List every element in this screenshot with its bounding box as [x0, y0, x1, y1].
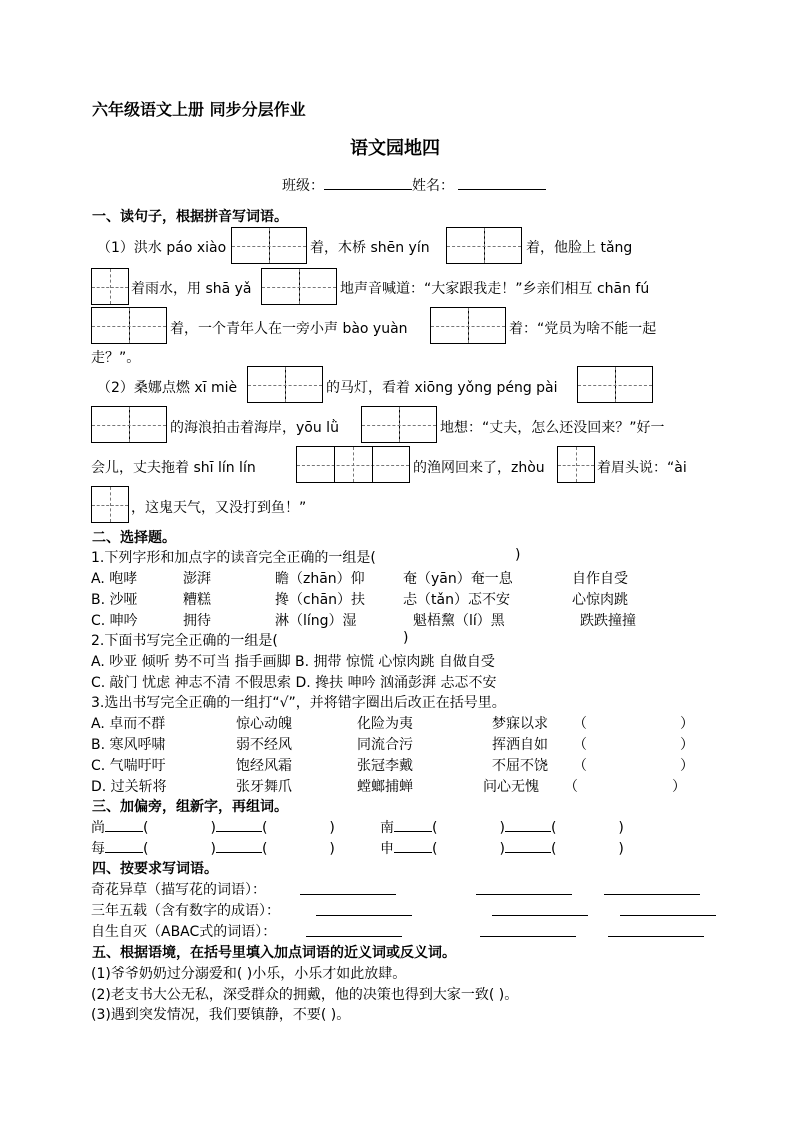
base-char: 每 [91, 841, 105, 857]
s1-text: 的马灯，看着 xiōng yǒng péng pài [326, 380, 558, 396]
section-2-heading: 二、选择题。 [92, 530, 176, 546]
s1-text: （2）桑娜点燃 xī miè [97, 380, 238, 396]
q3-option: 张牙舞爪 [236, 779, 292, 795]
char-blank[interactable] [394, 817, 432, 832]
s1-text: 地想：“丈夫，怎么还没回来？”好一 [440, 420, 665, 436]
q3-paren-open: （ [573, 716, 587, 732]
radical-row: 申 ( ) ( ) [380, 838, 624, 858]
s1-text: 会儿，丈夫拖着 shī lín lín [91, 460, 256, 476]
q1-option: 搀（chān）扶 [275, 592, 366, 608]
char-blank[interactable] [105, 817, 143, 832]
s1-text: 着，一个青年人在一旁小声 bào yuàn [170, 321, 408, 337]
char-blank[interactable] [216, 838, 262, 853]
word-blank[interactable] [300, 880, 396, 895]
tianzige-box[interactable] [446, 227, 522, 264]
char-blank[interactable] [105, 838, 143, 853]
word-blank[interactable] [608, 922, 704, 937]
q2-options: C. 敲门 忧虑 神志不清 不假思索 D. 搀扶 呻吟 汹涌彭湃 忐忑不安 [91, 675, 497, 691]
q3-paren-open: （ [564, 779, 578, 795]
s1-text: 着雨水，用 shā yǎ [131, 281, 252, 297]
context-sentence: (1)爷爷奶奶过分溺爱和( )小乐，小乐才如此放肆。 [91, 966, 407, 982]
question-2: 2.下面书写完全正确的一组是( [91, 633, 278, 649]
class-label: 班级： [282, 178, 324, 194]
tianzige-box[interactable] [261, 268, 337, 305]
char-blank[interactable] [505, 838, 551, 853]
word-blank[interactable] [476, 880, 572, 895]
s1-text: 着，木桥 shēn yín [310, 240, 430, 256]
q3-option: A. 卓而不群 [91, 716, 166, 732]
q3-option: B. 寒风呼啸 [91, 737, 166, 753]
q3-option: 弱不经风 [236, 737, 292, 753]
q1-option: A. 咆哮 [91, 571, 138, 587]
q3-option: 张冠李戴 [357, 758, 413, 774]
q1-option: 瞻（zhān）仰 [275, 571, 365, 587]
context-sentence: (3)遇到突发情况，我们要镇静，不要( )。 [91, 1007, 351, 1023]
q1-option: 淋（líng）湿 [275, 613, 357, 629]
q3-option: D. 过关斩将 [91, 779, 167, 795]
tianzige-box[interactable] [577, 366, 653, 403]
q3-option: 同流合污 [357, 737, 413, 753]
char-blank[interactable] [216, 817, 262, 832]
q3-option: 问心无愧 [483, 779, 539, 795]
tianzige-box[interactable] [91, 268, 129, 305]
context-sentence: (2)老支书大公无私，深受群众的拥戴，他的决策也得到大家一致( )。 [91, 987, 519, 1003]
word-blank[interactable] [604, 880, 700, 895]
q3-paren-open: （ [573, 737, 587, 753]
q2-close-paren: ) [403, 630, 409, 646]
word-prompt: 自生自灭（ABAC式的词语）： [91, 924, 277, 940]
tianzige-box[interactable] [91, 307, 167, 344]
s1-text: 地声音喊道：“大家跟我走！”乡亲们相互 chān fú [340, 281, 650, 297]
s1-text: 的海浪拍击着海岸，yōu lǜ [170, 420, 339, 436]
s1-text: 着：“党员为啥不能一起 [509, 321, 657, 337]
base-char: 南 [380, 820, 394, 836]
q3-option: C. 气喘吁吁 [91, 758, 166, 774]
word-blank[interactable] [480, 922, 576, 937]
q3-paren-close: ） [680, 716, 694, 732]
q3-option: 螳螂捕蝉 [357, 779, 413, 795]
word-prompt: 奇花异草（描写花的词语）： [91, 882, 266, 898]
s1-text: ，这鬼天气，又没打到鱼！” [131, 500, 307, 516]
char-blank[interactable] [394, 838, 432, 853]
q1-option: 心惊肉跳 [572, 592, 628, 608]
q3-option: 不屈不饶 [492, 758, 548, 774]
s1-text: 着眉头说：“ài [597, 460, 687, 476]
tianzige-box[interactable] [247, 366, 323, 403]
q3-paren-close: ） [680, 737, 694, 753]
s1-text: 走？”。 [91, 350, 141, 366]
q1-option: 澎湃 [183, 571, 211, 587]
word-blank[interactable] [316, 901, 412, 916]
tianzige-box[interactable] [296, 446, 410, 483]
q1-close-paren: ) [515, 547, 521, 563]
section-5-heading: 五、根据语境，在括号里填入加点词语的近义词或反义词。 [92, 945, 456, 961]
q3-paren-close: ） [672, 779, 686, 795]
tianzige-box[interactable] [557, 446, 595, 483]
q3-option: 惊心动魄 [236, 716, 292, 732]
s1-text: （1）洪水 páo xiào [97, 240, 227, 256]
q1-option: B. 沙哑 [91, 592, 138, 608]
word-blank[interactable] [620, 901, 716, 916]
name-label: 姓名： [412, 178, 454, 194]
q1-option: 跌跌撞撞 [580, 613, 636, 629]
section-4-heading: 四、按要求写词语。 [92, 861, 218, 877]
question-3: 3.选出书写完全正确的一组打“√”，并将错字圈出后改正在括号里。 [91, 695, 506, 711]
radical-row: 南 ( ) ( ) [380, 817, 624, 837]
q3-option: 饱经风霜 [236, 758, 292, 774]
q3-option: 梦寐以求 [492, 716, 548, 732]
word-blank[interactable] [306, 922, 402, 937]
s1-text: 着，他脸上 tǎng [526, 240, 633, 256]
char-blank[interactable] [505, 817, 551, 832]
header-text: 六年级语文上册 同步分层作业 [92, 100, 306, 119]
question-1: 1.下列字形和加点字的读音完全正确的一组是( [91, 550, 376, 566]
tianzige-box[interactable] [91, 406, 167, 443]
q3-paren-open: （ [573, 758, 587, 774]
base-char: 尚 [91, 820, 105, 836]
word-prompt: 三年五载（含有数字的成语）： [91, 903, 280, 919]
page-title: 语文园地四 [350, 138, 440, 159]
word-blank[interactable] [492, 901, 588, 916]
q1-option: 自作自受 [572, 571, 628, 587]
tianzige-box[interactable] [231, 227, 307, 264]
q1-option: 魁梧黧（lí）黑 [413, 613, 505, 629]
q2-options: A. 吵亚 倾听 势不可当 指手画脚 B. 拥带 惊慌 心惊肉跳 自做自受 [91, 654, 495, 670]
section-1-heading: 一、读句子，根据拼音写词语。 [92, 209, 288, 225]
base-char: 申 [380, 841, 394, 857]
radical-row: 尚 ( ) ( ) [91, 817, 335, 837]
name-blank[interactable] [458, 175, 546, 190]
student-info-line [282, 175, 546, 195]
q1-option: 奄（yān）奄一息 [403, 571, 513, 587]
tianzige-box[interactable] [361, 406, 437, 443]
q1-option: 拥待 [183, 613, 211, 629]
q1-option: 忐（tǎn）忑不安 [403, 592, 510, 608]
section-3-heading: 三、加偏旁，组新字，再组词。 [92, 799, 288, 815]
q3-option: 挥洒自如 [492, 737, 548, 753]
class-blank[interactable] [324, 175, 412, 190]
tianzige-box[interactable] [91, 486, 129, 523]
tianzige-box[interactable] [430, 307, 506, 344]
s1-text: 的渔网回来了，zhòu [413, 460, 545, 476]
q3-paren-close: ） [680, 758, 694, 774]
q1-option: 糟糕 [183, 592, 211, 608]
q3-option: 化险为夷 [357, 716, 413, 732]
radical-row: 每 ( ) ( ) [91, 838, 335, 858]
q1-option: C. 呻吟 [91, 613, 138, 629]
